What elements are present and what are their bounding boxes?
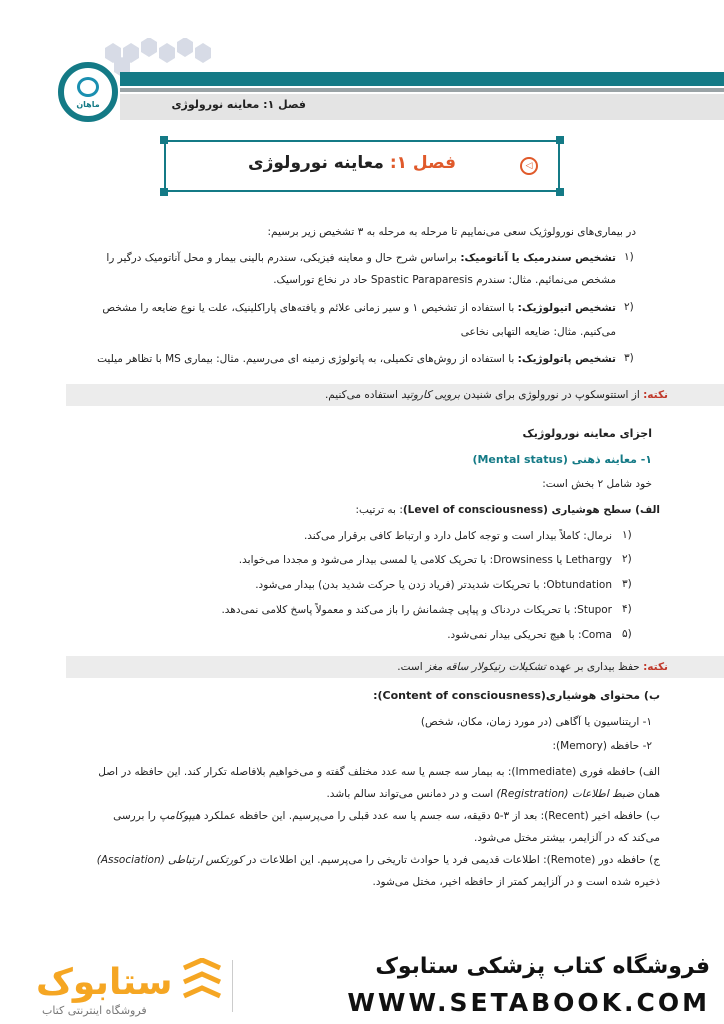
shop-name: فروشگاه کتاب پزشکی ستابوک xyxy=(375,954,710,979)
list-item: نرمال: کاملاً بیدار است و توجه کامل دارد و ارتباط کافی برقرار می‌کند. xyxy=(303,530,612,542)
shop-url[interactable]: WWW.SETABOOK.COM xyxy=(347,988,710,1017)
tooth-icon xyxy=(77,77,99,97)
note-text: نکته: از استتوسکوپ در نورولوژی برای شنیدن برویی کاروتید استفاده می‌کنیم. xyxy=(324,389,668,401)
list-item: Coma: با هیچ تحریکی بیدار نمی‌شود. xyxy=(447,629,612,641)
list-item: Obtundation: با تحریکات شدیدتر (فریاد زدن یا حرکت شدید بدن) بیدار می‌شود. xyxy=(255,579,612,591)
chapter-number: فصل ۱: xyxy=(389,153,456,173)
list-term: تشخیص سندرمیک یا آناتومیک: xyxy=(460,252,616,264)
corner-decoration xyxy=(160,136,168,144)
running-chapter-title: فصل ۱: معاینه نورولوژی xyxy=(171,98,306,111)
logo-text: ماهان xyxy=(76,100,100,109)
list-item: Lethargy یا Drowsiness: با تحریک کلامی یا لمسی بیدار می‌شود و مجددا می‌خوابد. xyxy=(238,554,612,566)
list-item xyxy=(102,300,616,316)
section-heading: اجزای معاینه نورولوژیک xyxy=(522,427,652,440)
loc-heading: الف) سطح هوشیاری (Level of consciousness) xyxy=(402,504,660,516)
list-item: ۲- حافظه (Memory): xyxy=(552,740,652,752)
memory-immediate-cont: همان ضبط اطلاعات (Registration) است و در دمانس می‌تواند سالم باشد. xyxy=(326,788,660,800)
back-arrow-icon: ◁ xyxy=(520,157,538,175)
note-text: نکته: حفظ بیداری بر عهده تشکیلات رتیکولار ساقه مغز است. xyxy=(397,661,668,673)
chapter-name: معاینه نورولوژی xyxy=(248,153,384,173)
corner-decoration xyxy=(556,188,564,196)
subheading-content: ب) محتوای هوشیاری(Content of consciousness): xyxy=(373,689,660,702)
chevron-stack-icon xyxy=(180,958,224,1010)
list-number: ۱) xyxy=(624,251,634,263)
body-text: خود شامل ۲ بخش است: xyxy=(542,478,652,490)
list-text: با استفاده از تشخیص ۱ و سیر زمانی علائم و یافته‌های پاراکلینیک، علت یا نوع ضایعه را مشخص xyxy=(102,302,518,314)
list-number: ۲) xyxy=(622,553,632,565)
memory-remote: ج) حافظه دور (Remote): اطلاعات قدیمی فرد یا حوادث تاریخی را می‌پرسیم. این اطلاعات در کورتکس ارتباطی (Association) xyxy=(96,854,660,866)
list-text: با استفاده از روش‌های تکمیلی، به پاتولوژی زمینه ای می‌رسیم. مثال: بیماری MS با تظاهر میلیت xyxy=(97,353,518,365)
memory-remote-cont: ذخیره شده است و در آلزایمر کمتر از حافظه اخیر، مختل می‌شود. xyxy=(372,876,660,888)
list-item xyxy=(97,351,616,367)
list-item: Stupor: با تحریکات دردناک و پیاپی چشمانش را باز می‌کند و معمولاً پاسخ کلامی نمی‌دهد. xyxy=(221,604,612,616)
brand-logo: ستابوک xyxy=(36,962,173,1003)
list-number: ۱) xyxy=(622,529,632,541)
list-term: تشخیص اتیولوژیک: xyxy=(517,302,616,314)
corner-decoration xyxy=(556,136,564,144)
list-item-cont: می‌کنیم. مثال: ضایعه التهابی نخاعی xyxy=(460,326,616,338)
subheading-loc xyxy=(355,502,660,518)
footer-divider xyxy=(232,960,233,1012)
intro-text: در بیماری‌های نورولوژیک سعی می‌نماییم تا مرحله به مرحله به ۳ تشخیص زیر برسیم: xyxy=(267,226,636,238)
corner-decoration xyxy=(160,188,168,196)
subsection-heading: ۱- معاینه ذهنی (Mental status) xyxy=(472,453,652,466)
memory-recent: ب) حافظه اخیر (Recent): بعد از ۳-۵ دقیقه، سه جسم یا سه عدد قبلی را می‌پرسیم. این حافظه عملکرد هیپوکامپ را بررسی xyxy=(113,810,660,822)
list-item-cont: مشخص می‌نمائیم. مثال: سندرم Spastic Paraparesis حاد در نخاع توراسیک. xyxy=(273,274,616,286)
list-term: تشخیص پاتولوژیک: xyxy=(517,353,616,365)
logo xyxy=(58,62,118,122)
list-item: ۱- اریتناسیون یا آگاهی (در مورد زمان، مکان، شخص) xyxy=(420,716,652,728)
list-number: ۵) xyxy=(622,628,632,640)
list-number: ۳) xyxy=(624,352,634,364)
memory-immediate: الف) حافظه فوری (Immediate): به بیمار سه جسم یا سه عدد مختلف گفته و می‌خواهیم بلافاصله تکرار کند. این حافظه در اصل xyxy=(98,766,660,778)
list-item xyxy=(106,250,616,266)
brand-subtitle: فروشگاه اینترنتی کتاب xyxy=(42,1004,147,1017)
list-number: ۳) xyxy=(622,578,632,590)
loc-suffix: : به ترتیب: xyxy=(355,504,403,516)
list-number: ۲) xyxy=(624,301,634,313)
list-text: براساس شرح حال و معاینه فیزیکی، سندرم بالینی بیمار و محل آناتومیک درگیر را xyxy=(106,252,461,264)
header-divider xyxy=(120,88,724,92)
memory-recent-cont: می‌کند که در آلزایمر، بیشتر مختل می‌شود. xyxy=(473,832,660,844)
note-label: نکته: xyxy=(643,389,668,401)
chapter-title xyxy=(248,153,456,173)
header-teal-bar xyxy=(120,72,724,86)
list-number: ۴) xyxy=(622,603,632,615)
note-label: نکته: xyxy=(643,661,668,673)
